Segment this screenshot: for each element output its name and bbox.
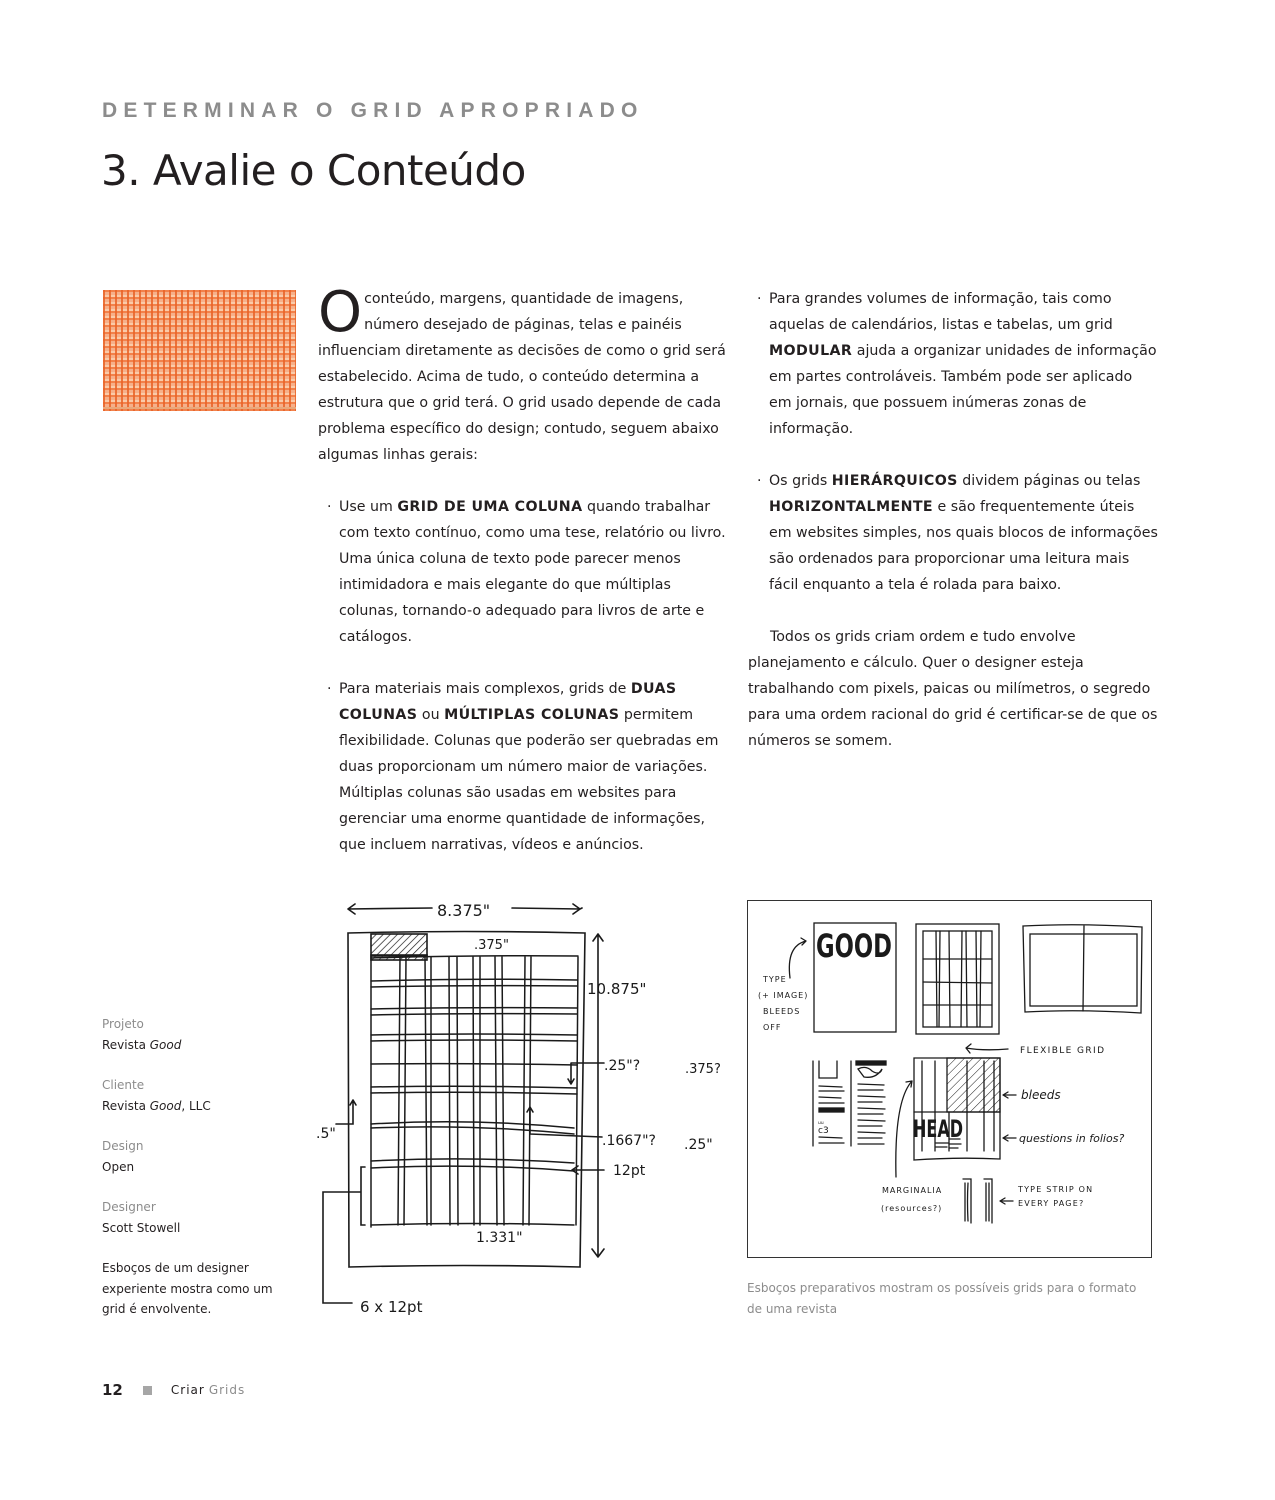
term-two-columns: DUAS COLUNAS xyxy=(339,681,677,723)
magazine-layout-sketch xyxy=(748,901,1151,1257)
page-number: 12 xyxy=(102,1381,123,1399)
sketch-note: Esboços de um designer experiente mostra como um grid é envolvente. xyxy=(102,1261,273,1316)
svg-text:MARGINALIA: MARGINALIA xyxy=(882,1186,943,1195)
page-footer xyxy=(102,1381,245,1399)
svg-text:c3: c3 xyxy=(818,1126,829,1136)
intro-text: conteúdo, margens, quantidade de imagens, número desejado de páginas, telas e painéis influenciam diretamente as decisões de como o grid será estabelecido. Acima de tudo, o conteúdo determina a estrutura que o grid terá. O grid usado depende de cada problema específico do design; contudo, seguem abaixo algumas linhas gerais: xyxy=(318,291,726,463)
svg-text:(resources?): (resources?) xyxy=(881,1204,943,1213)
svg-text:.375?: .375? xyxy=(685,1062,721,1077)
svg-text:12pt: 12pt xyxy=(613,1163,646,1179)
svg-text:10.875": 10.875" xyxy=(587,980,647,998)
intro-paragraph xyxy=(318,280,728,468)
running-head-book: Criar xyxy=(170,1383,205,1397)
closing-paragraph: Todos os grids criam ordem e tudo envolve planejamento e cálculo. Quer o designer esteja trabalhando com pixels, paicas ou milímetros, o segredo para uma ordem racional do grid é certificar-se de que os números se somem. xyxy=(748,629,1158,749)
svg-text:TYPE: TYPE xyxy=(763,975,787,984)
svg-text:EVERY PAGE?: EVERY PAGE? xyxy=(1018,1199,1085,1208)
term-hierarchical: HIERÁRQUICOS xyxy=(831,473,958,489)
svg-text:OFF: OFF xyxy=(763,1023,782,1032)
drop-cap: O xyxy=(318,280,363,345)
bullet-dot-icon: · xyxy=(757,291,762,307)
sketch-caption: Esboços preparativos mostram os possíveis grids para o formato de uma revista xyxy=(747,1281,1137,1316)
bullet-dot-icon: · xyxy=(757,473,762,489)
svg-text:.25"?: .25"? xyxy=(604,1058,641,1074)
svg-text:1.331": 1.331" xyxy=(476,1230,523,1246)
square-bullet-icon xyxy=(143,1386,152,1395)
bullet-dot-icon: · xyxy=(327,681,332,697)
credit-project: Projeto Revista Good xyxy=(102,1017,182,1052)
svg-text:FLEXIBLE GRID: FLEXIBLE GRID xyxy=(1020,1046,1106,1056)
svg-text:bleeds: bleeds xyxy=(1021,1088,1061,1102)
svg-text:(+ IMAGE): (+ IMAGE) xyxy=(758,991,809,1000)
bullet-one-column: · Use um GRID DE UMA COLUNA quando trabalhar com texto contínuo, como uma tese, relatório ou livro. Uma única coluna de texto pode parecer menos intimidadora e mais elegante do que múltiplas colunas, tornando-o adequado para livros de arte e catálogos. xyxy=(318,494,728,650)
running-head-section: Grids xyxy=(208,1383,246,1397)
term-horizontal: HORIZONTALMENTE xyxy=(769,499,934,515)
page-title: 3. Avalie o Conteúdo xyxy=(101,146,526,195)
bullet-multi-column: · Para materiais mais complexos, grids de DUAS COLUNAS ou MÚLTIPLAS COLUNAS permitem flexibilidade. Colunas que poderão ser quebradas em duas proporcionam um número maior de variações. Múltiplas colunas são usadas em websites para gerenciar uma enorme quantidade de informações, que incluem narrativas, vídeos e anúncios. xyxy=(318,676,728,858)
svg-text:HEAD: HEAD xyxy=(913,1115,963,1143)
orange-grid-swatch-icon xyxy=(103,290,296,411)
svg-text:ᵤᵤ: ᵤᵤ xyxy=(818,1118,824,1126)
magazine-sketches-frame xyxy=(747,900,1152,1258)
term-modular: MODULAR xyxy=(769,343,853,359)
svg-text:.25": .25" xyxy=(684,1137,713,1153)
bullet-hierarchical: · Os grids HIERÁRQUICOS dividem páginas ou telas HORIZONTALMENTE e são frequentemente úteis em websites simples, nos quais blocos de informações são ordenados para proporcionar uma leitura mais fácil enquanto a tela é rolada para baixo. xyxy=(748,468,1158,598)
body-column-1 xyxy=(318,280,728,858)
svg-text:8.375": 8.375" xyxy=(437,901,491,920)
bullet-dot-icon: · xyxy=(327,499,332,515)
svg-text:TYPE STRIP ON: TYPE STRIP ON xyxy=(1018,1185,1094,1194)
body-column-2 xyxy=(748,286,1158,754)
credit-designer: Designer Scott Stowell xyxy=(102,1200,181,1235)
credit-client: Cliente Revista Good, LLC xyxy=(102,1078,211,1113)
svg-text:questions in folios?: questions in folios? xyxy=(1019,1132,1125,1145)
svg-text:BLEEDS: BLEEDS xyxy=(763,1007,801,1016)
project-credits xyxy=(102,1014,292,1320)
term-multiple-columns: MÚLTIPLAS COLUNAS xyxy=(444,707,620,723)
svg-text:GOOD: GOOD xyxy=(816,927,892,965)
section-eyebrow: DETERMINAR O GRID APROPRIADO xyxy=(102,99,644,122)
credit-design: Design Open xyxy=(102,1139,144,1174)
svg-text:.375": .375" xyxy=(474,938,509,953)
svg-text:6 x 12pt: 6 x 12pt xyxy=(360,1298,423,1316)
svg-text:.1667"?: .1667"? xyxy=(602,1133,656,1149)
bullet-modular: · Para grandes volumes de informação, tais como aquelas de calendários, listas e tabelas, um grid MODULAR ajuda a organizar unidades de informação em partes controláveis. Também pode ser aplicado em jornais, que possuem inúmeras zonas de informação. xyxy=(748,286,1158,442)
svg-text:.5": .5" xyxy=(316,1126,336,1142)
grid-measurement-sketch xyxy=(312,892,732,1332)
term-one-column: GRID DE UMA COLUNA xyxy=(397,499,583,515)
